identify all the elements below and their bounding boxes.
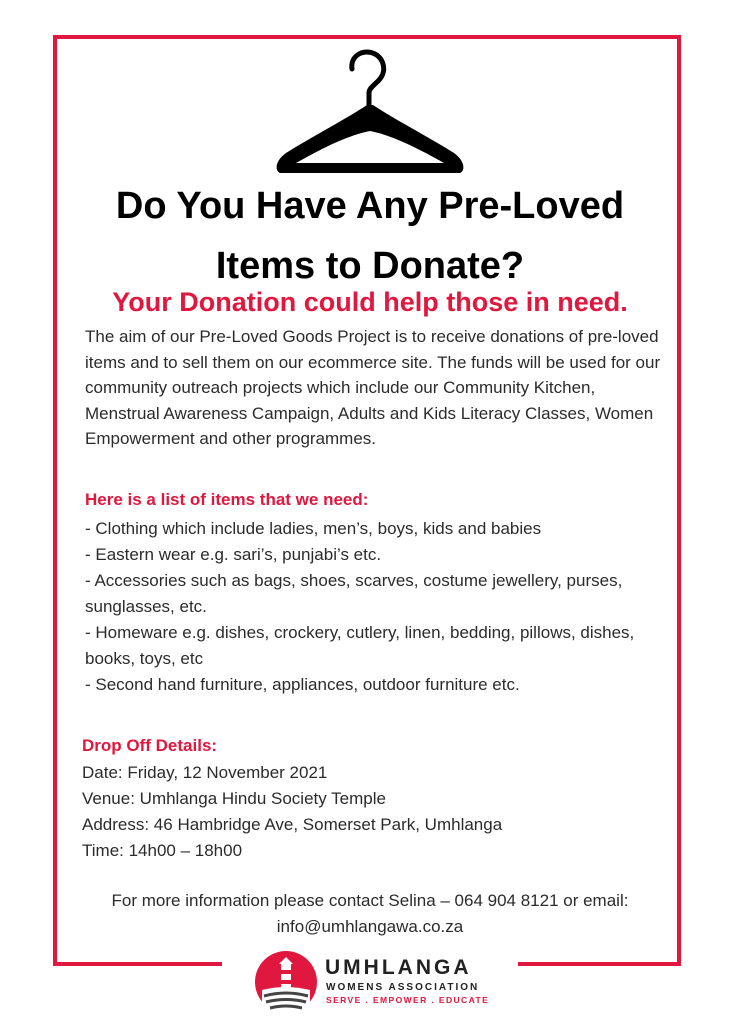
logo-name: UMHLANGA [325, 956, 472, 979]
list-item: - Second hand furniture, appliances, outdoor furniture etc. [85, 675, 520, 694]
title-line-1: Do You Have Any Pre-Loved [115, 185, 625, 227]
logo-subtitle: WOMENS ASSOCIATION [326, 982, 480, 993]
dropoff-venue: Venue: Umhlanga Hindu Society Temple [82, 789, 386, 808]
subtitle: Your Donation could help those in need. [112, 287, 628, 317]
dropoff-date: Date: Friday, 12 November 2021 [82, 763, 328, 782]
intro-paragraph: The aim of our Pre-Loved Goods Project is to receive donations of pre-loved items and to sell them on our ecommerce site. The funds will be used for our community outreach projects which include our Community Kitchen, Menstrual Awareness Campaign, Adults and Kids Literacy Classes, Women Empowerment and other programmes. [85, 327, 661, 448]
page-title [60, 176, 680, 296]
contact-text: For more information please contact Selina – 064 904 8121 or email: [111, 891, 629, 910]
hanger-icon [268, 45, 472, 179]
title-line-2: Items to Donate? [215, 245, 525, 287]
dropoff-details [82, 760, 502, 864]
dropoff-heading: Drop Off Details: [82, 736, 218, 755]
dropoff-time: Time: 14h00 – 18h00 [82, 841, 243, 860]
list-item: - Accessories such as bags, shoes, scarves, costume jewellery, purses, sunglasses, etc. [85, 571, 623, 616]
logo-tagline: SERVE . EMPOWER . EDUCATE [326, 995, 490, 1005]
organisation-logo [254, 950, 494, 1014]
items-list [85, 516, 670, 698]
list-item: - Clothing which include ladies, men’s, boys, kids and babies [85, 519, 542, 538]
dropoff-address: Address: 46 Hambridge Ave, Somerset Park, Umhlanga [82, 815, 503, 834]
list-item: - Homeware e.g. dishes, crockery, cutlery, linen, bedding, pillows, dishes, [85, 623, 635, 642]
list-item: - Eastern wear e.g. sari’s, punjabi’s etc. [85, 545, 382, 564]
contact-info [60, 888, 680, 940]
list-item: books, toys, etc [85, 649, 204, 668]
contact-email[interactable]: info@umhlangawa.co.za [276, 917, 464, 936]
lighthouse-logo-icon [254, 950, 318, 1014]
items-heading: Here is a list of items that we need: [85, 490, 369, 509]
